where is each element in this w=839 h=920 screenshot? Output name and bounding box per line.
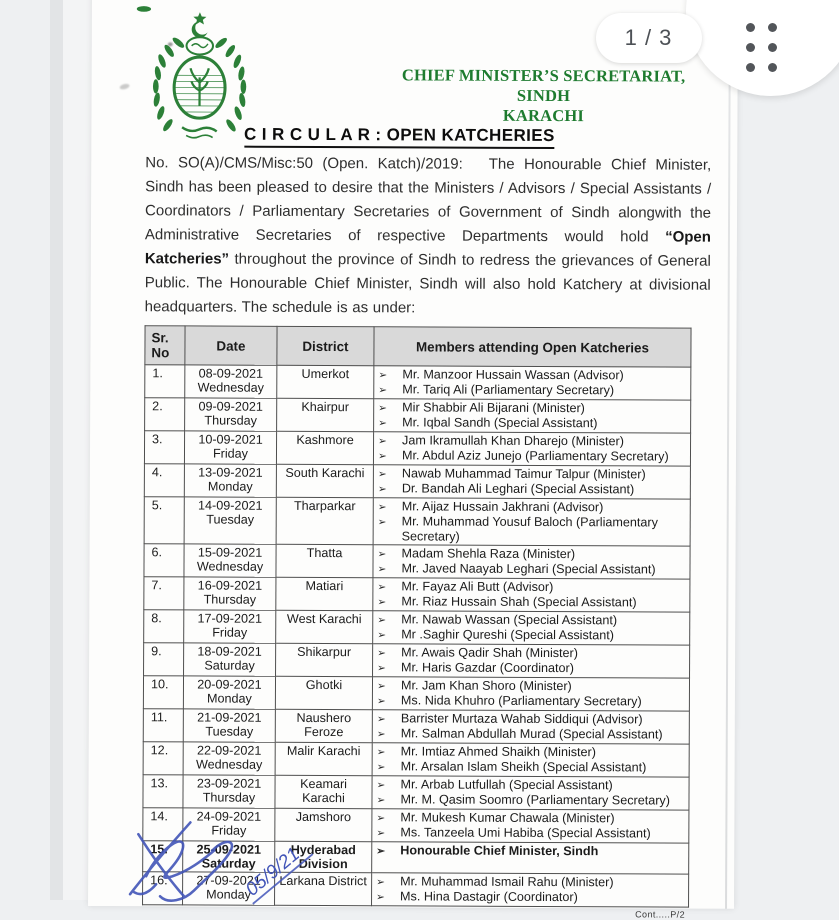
district-cell: Larkana District bbox=[274, 872, 371, 905]
member-line bbox=[377, 448, 685, 464]
member-line bbox=[377, 481, 685, 497]
arrow-bullet-icon: ➢ bbox=[376, 844, 400, 858]
member-line bbox=[377, 514, 685, 544]
member-line bbox=[377, 579, 685, 595]
day-value: Friday bbox=[187, 823, 270, 837]
member-name: Mr. M. Qasim Soomro (Parliamentary Secretary) bbox=[400, 792, 669, 807]
date-value: 10-09-2021 bbox=[189, 432, 272, 446]
signature bbox=[116, 816, 376, 909]
arrow-bullet-icon: ➢ bbox=[377, 500, 401, 514]
sr-no-cell: 10. bbox=[143, 676, 183, 709]
arrow-bullet-icon: ➢ bbox=[377, 661, 401, 675]
sr-no-cell: 3. bbox=[144, 431, 184, 464]
members-cell bbox=[373, 432, 690, 466]
day-value: Monday bbox=[187, 691, 270, 705]
member-name: Mr. Arsalan Islam Sheikh (Special Assistant) bbox=[400, 759, 646, 774]
sr-no-cell: 2. bbox=[144, 398, 184, 431]
arrow-bullet-icon: ➢ bbox=[376, 875, 400, 889]
reference-number: No. SO(A)/CMS/Misc:50 (Open. Katch)/2019: bbox=[145, 154, 463, 172]
sr-no-cell: 16. bbox=[142, 872, 182, 905]
arrow-bullet-icon: ➢ bbox=[376, 890, 400, 904]
member-name: Mr. Fayaz Ali Butt (Advisor) bbox=[401, 579, 553, 594]
date-value: 14-09-2021 bbox=[188, 498, 271, 512]
member-line bbox=[378, 415, 686, 431]
district-cell: Hyderabad Division bbox=[274, 841, 371, 872]
body-paragraph bbox=[144, 151, 711, 321]
member-name: Mr. Imtiaz Ahmed Shaikh (Minister) bbox=[400, 744, 595, 759]
members-cell bbox=[371, 842, 688, 874]
district-cell: Thatta bbox=[275, 544, 372, 577]
arrow-bullet-icon: ➢ bbox=[377, 613, 401, 627]
member-line bbox=[377, 499, 685, 515]
sr-no-cell: 13. bbox=[142, 775, 182, 808]
date-value: 09-09-2021 bbox=[189, 399, 272, 413]
arrow-bullet-icon: ➢ bbox=[376, 826, 400, 840]
members-cell bbox=[371, 809, 688, 843]
arrow-bullet-icon: ➢ bbox=[377, 547, 401, 561]
header-row bbox=[144, 326, 690, 367]
col-header-date: Date bbox=[184, 326, 276, 365]
arrow-bullet-icon: ➢ bbox=[378, 368, 402, 382]
scan-background-strip bbox=[50, 0, 63, 900]
grid-menu-button[interactable] bbox=[746, 23, 777, 72]
arrow-bullet-icon: ➢ bbox=[377, 467, 401, 481]
day-value: Thursday bbox=[188, 592, 271, 606]
table-row bbox=[144, 464, 690, 499]
date-cell bbox=[183, 643, 275, 676]
date-value: 17-09-2021 bbox=[188, 611, 271, 625]
day-value: Wednesday bbox=[188, 559, 271, 573]
member-line bbox=[377, 561, 685, 577]
member-line bbox=[378, 382, 686, 398]
member-line bbox=[376, 825, 684, 841]
day-value: Monday bbox=[188, 479, 271, 493]
table-row bbox=[143, 610, 689, 645]
grid-dot-icon bbox=[746, 43, 755, 52]
district-cell: Shikarpur bbox=[275, 643, 372, 676]
grid-dot-icon bbox=[746, 63, 755, 72]
date-value: 21-09-2021 bbox=[187, 710, 270, 724]
sr-no-cell: 15. bbox=[142, 841, 182, 872]
member-name: Mr. Abdul Aziz Junejo (Parliamentary Secretary) bbox=[401, 448, 668, 463]
date-cell bbox=[184, 464, 276, 497]
day-value: Saturday bbox=[188, 658, 271, 672]
sr-no-cell: 4. bbox=[144, 464, 184, 497]
members-cell bbox=[373, 498, 690, 546]
members-cell bbox=[372, 611, 689, 645]
sr-no-cell: 7. bbox=[143, 577, 183, 610]
member-name: Mr. Jam Khan Shoro (Minister) bbox=[400, 678, 571, 693]
schedule-table-head bbox=[144, 326, 690, 367]
day-value: Thursday bbox=[187, 790, 270, 804]
office-line1: CHIEF MINISTER’S SECRETARIAT, SINDH bbox=[375, 65, 711, 106]
date-cell bbox=[184, 365, 276, 398]
arrow-bullet-icon: ➢ bbox=[377, 449, 401, 463]
members-cell bbox=[372, 710, 689, 744]
arrow-bullet-icon: ➢ bbox=[378, 383, 402, 397]
member-name: Mr. Javed Naayab Leghari (Special Assistant) bbox=[401, 561, 655, 576]
member-name: Mr. Arbab Lutfullah (Special Assistant) bbox=[400, 777, 612, 792]
document-page bbox=[88, 0, 738, 909]
member-line bbox=[376, 759, 684, 775]
col-header-members: Members attending Open Katcheries bbox=[373, 327, 690, 367]
day-value: Wednesday bbox=[187, 757, 270, 771]
arrow-bullet-icon: ➢ bbox=[376, 694, 400, 708]
district-cell: Keamari Karachi bbox=[274, 775, 371, 808]
member-line bbox=[378, 400, 686, 416]
date-value: 18-09-2021 bbox=[188, 644, 271, 658]
grid-dot-icon bbox=[746, 23, 755, 32]
sr-no-cell: 9. bbox=[143, 643, 183, 676]
continuation-note: Cont.....P/2 bbox=[141, 907, 688, 919]
grid-dot-icon bbox=[768, 63, 777, 72]
date-cell bbox=[183, 742, 275, 775]
district-cell: Umerkot bbox=[276, 365, 373, 398]
member-name: Mr. Muhammad Yousuf Baloch (Parliamentary Secretary) bbox=[401, 514, 657, 543]
member-line bbox=[376, 810, 684, 826]
arrow-bullet-icon: ➢ bbox=[376, 760, 400, 774]
arrow-bullet-icon: ➢ bbox=[378, 416, 402, 430]
arrow-bullet-icon: ➢ bbox=[377, 595, 401, 609]
sr-no-cell: 14. bbox=[142, 808, 182, 841]
day-value: Friday bbox=[188, 446, 271, 460]
district-cell: Ghotki bbox=[275, 676, 372, 709]
members-cell bbox=[373, 399, 690, 433]
date-cell bbox=[184, 398, 276, 431]
member-line bbox=[376, 711, 684, 727]
member-name: Mr. Aijaz Hussain Jakhrani (Advisor) bbox=[401, 499, 603, 514]
member-name: Mr. Iqbal Sandh (Special Assistant) bbox=[402, 415, 597, 430]
date-value: 22-09-2021 bbox=[187, 743, 270, 757]
col-header-district: District bbox=[276, 326, 373, 365]
member-line bbox=[377, 645, 685, 661]
member-name: Mr. Nawab Wassan (Special Assistant) bbox=[401, 612, 617, 627]
table-row bbox=[144, 398, 690, 433]
member-line bbox=[377, 546, 685, 562]
table-row bbox=[143, 676, 689, 711]
sr-no-cell: 6. bbox=[143, 544, 183, 577]
paragraph-text-cont: throughout the province of Sindh to redress the grievances of General Public. The Honourable Chief Minister, Sindh will also hold Katchery at divisional headquarters. The schedule is as under: bbox=[144, 251, 710, 317]
member-name: Mir Shabbir Ali Bijarani (Minister) bbox=[402, 400, 585, 415]
members-cell bbox=[373, 465, 690, 499]
member-name: Dr. Bandah Ali Leghari (Special Assistant) bbox=[401, 481, 633, 496]
day-value: Tuesday bbox=[187, 724, 270, 738]
members-cell bbox=[371, 873, 688, 907]
arrow-bullet-icon: ➢ bbox=[377, 580, 401, 594]
arrow-bullet-icon: ➢ bbox=[377, 628, 401, 642]
member-name: Ms. Hina Dastagir (Coordinator) bbox=[400, 889, 578, 904]
day-value: Monday bbox=[187, 887, 270, 901]
member-line bbox=[378, 367, 686, 383]
day-value: Tuesday bbox=[188, 512, 271, 526]
day-value: Friday bbox=[188, 625, 271, 639]
sr-no-cell: 1. bbox=[144, 365, 184, 398]
table-row bbox=[142, 775, 688, 810]
date-cell bbox=[183, 577, 275, 610]
members-cell bbox=[372, 644, 689, 678]
date-cell bbox=[184, 431, 276, 464]
arrow-bullet-icon: ➢ bbox=[377, 646, 401, 660]
date-cell bbox=[183, 544, 275, 577]
grid-dot-icon bbox=[768, 43, 777, 52]
members-cell bbox=[372, 677, 689, 711]
table-row bbox=[144, 497, 690, 546]
member-line bbox=[376, 843, 684, 859]
date-value: 24-09-2021 bbox=[187, 809, 270, 823]
member-line bbox=[376, 678, 684, 694]
member-line bbox=[377, 612, 685, 628]
members-cell bbox=[372, 578, 689, 612]
date-cell bbox=[183, 676, 275, 709]
date-cell bbox=[182, 775, 274, 808]
arrow-bullet-icon: ➢ bbox=[377, 562, 401, 576]
day-value: Wednesday bbox=[189, 380, 272, 394]
district-cell: Kashmore bbox=[276, 431, 373, 464]
page-indicator-pill: 1 / 3 bbox=[596, 13, 702, 63]
document-viewer bbox=[50, 0, 790, 900]
arrow-bullet-icon: ➢ bbox=[376, 727, 400, 741]
col-header-sr-no: Sr. No bbox=[144, 326, 184, 365]
sr-no-cell: 8. bbox=[143, 610, 183, 643]
table-row bbox=[143, 577, 689, 612]
office-heading bbox=[375, 65, 711, 126]
member-name: Mr. Manzoor Hussain Wassan (Advisor) bbox=[402, 367, 623, 382]
signature-date: 05/9/21 bbox=[241, 844, 303, 901]
district-cell: Naushero Feroze bbox=[275, 709, 372, 742]
member-line bbox=[376, 744, 684, 760]
district-cell: Tharparkar bbox=[276, 497, 373, 544]
member-line bbox=[376, 777, 684, 793]
member-name: Mr. Salman Abdullah Murad (Special Assistant) bbox=[400, 726, 662, 741]
member-line bbox=[377, 466, 685, 482]
members-cell bbox=[371, 776, 688, 810]
table-row bbox=[144, 365, 690, 400]
grid-dot-icon bbox=[768, 23, 777, 32]
arrow-bullet-icon: ➢ bbox=[378, 434, 402, 448]
members-cell bbox=[372, 743, 689, 777]
paragraph-text: The Honourable Chief Minister, Sindh has been pleased to desire that the Ministers / Advisors / Special Assistants / Coordinators / Parliamentary Secretaries of Government of Sindh alongwith the Administrative Secretaries of respective Departments would hold bbox=[144, 156, 710, 246]
arrow-bullet-icon: ➢ bbox=[376, 745, 400, 759]
day-value: Saturday bbox=[187, 856, 270, 870]
district-cell: Malir Karachi bbox=[275, 742, 372, 775]
sr-no-cell: 12. bbox=[143, 742, 183, 775]
arrow-bullet-icon: ➢ bbox=[376, 811, 400, 825]
date-value: 16-09-2021 bbox=[188, 578, 271, 592]
member-line bbox=[377, 660, 685, 676]
district-cell: Jamshoro bbox=[274, 808, 371, 841]
date-value: 13-09-2021 bbox=[188, 465, 271, 479]
member-name: Mr. Haris Gazdar (Coordinator) bbox=[401, 660, 574, 675]
district-cell: Khairpur bbox=[276, 398, 373, 431]
page-content bbox=[88, 0, 738, 909]
member-line bbox=[376, 889, 684, 905]
members-cell bbox=[373, 366, 690, 400]
member-name: Mr. Muhammad Ismail Rahu (Minister) bbox=[400, 874, 614, 889]
date-cell bbox=[184, 497, 276, 544]
member-line bbox=[377, 627, 685, 643]
member-name: Mr. Riaz Hussain Shah (Special Assistant) bbox=[401, 594, 636, 609]
sr-no-cell: 11. bbox=[143, 709, 183, 742]
member-name: Barrister Murtaza Wahab Siddiqui (Advisor) bbox=[400, 711, 642, 726]
arrow-bullet-icon: ➢ bbox=[376, 679, 400, 693]
member-name: Nawab Muhammad Taimur Talpur (Minister) bbox=[401, 466, 645, 481]
members-cell bbox=[372, 545, 689, 579]
member-line bbox=[376, 693, 684, 709]
member-name: Madam Shehla Raza (Minister) bbox=[401, 546, 575, 561]
date-value: 15-09-2021 bbox=[188, 545, 271, 559]
table-row bbox=[143, 709, 689, 744]
date-value: 20-09-2021 bbox=[187, 677, 270, 691]
member-line bbox=[376, 792, 684, 808]
date-value: 27-09-2021 bbox=[187, 873, 270, 887]
district-cell: South Karachi bbox=[276, 464, 373, 497]
table-row bbox=[144, 431, 690, 466]
office-line2: KARACHI bbox=[375, 105, 711, 126]
arrow-bullet-icon: ➢ bbox=[377, 482, 401, 496]
date-cell bbox=[183, 610, 275, 643]
member-line bbox=[378, 433, 686, 449]
member-line bbox=[376, 726, 684, 742]
district-cell: West Karachi bbox=[275, 610, 372, 643]
date-cell bbox=[183, 709, 275, 742]
member-name: Mr. Tariq Ali (Parliamentary Secretary) bbox=[402, 382, 614, 397]
circular-title: C I R C U L A R : OPEN KATCHERIES bbox=[243, 125, 554, 149]
member-name: Ms. Nida Khuhro (Parliamentary Secretary) bbox=[400, 693, 641, 708]
arrow-bullet-icon: ➢ bbox=[376, 712, 400, 726]
date-value: 23-09-2021 bbox=[187, 776, 270, 790]
arrow-bullet-icon: ➢ bbox=[376, 778, 400, 792]
sindh-government-emblem-icon bbox=[143, 8, 256, 152]
member-line bbox=[376, 874, 684, 890]
member-name: Mr .Saghir Qureshi (Special Assistant) bbox=[401, 627, 614, 642]
member-name: Jam Ikramullah Khan Dharejo (Minister) bbox=[402, 433, 624, 448]
date-value: 25-09-2021 bbox=[187, 842, 270, 856]
open-katcheries-phrase: “Open Katcheries” bbox=[144, 229, 710, 268]
date-value: 08-09-2021 bbox=[189, 366, 272, 380]
arrow-bullet-icon: ➢ bbox=[378, 401, 402, 415]
member-name: Mr. Awais Qadir Shah (Minister) bbox=[401, 645, 578, 660]
member-name: Honourable Chief Minister, Sindh bbox=[400, 843, 598, 858]
table-row bbox=[143, 544, 689, 579]
member-line bbox=[377, 594, 685, 610]
arrow-bullet-icon: ➢ bbox=[376, 793, 400, 807]
sr-no-cell: 5. bbox=[144, 497, 184, 544]
table-row bbox=[143, 643, 689, 678]
day-value: Thursday bbox=[189, 413, 272, 427]
district-cell: Matiari bbox=[275, 577, 372, 610]
arrow-bullet-icon: ➢ bbox=[377, 515, 401, 529]
member-name: Ms. Tanzeela Umi Habiba (Special Assistant) bbox=[400, 825, 650, 840]
table-row bbox=[143, 742, 689, 777]
member-name: Mr. Mukesh Kumar Chawala (Minister) bbox=[400, 810, 614, 825]
